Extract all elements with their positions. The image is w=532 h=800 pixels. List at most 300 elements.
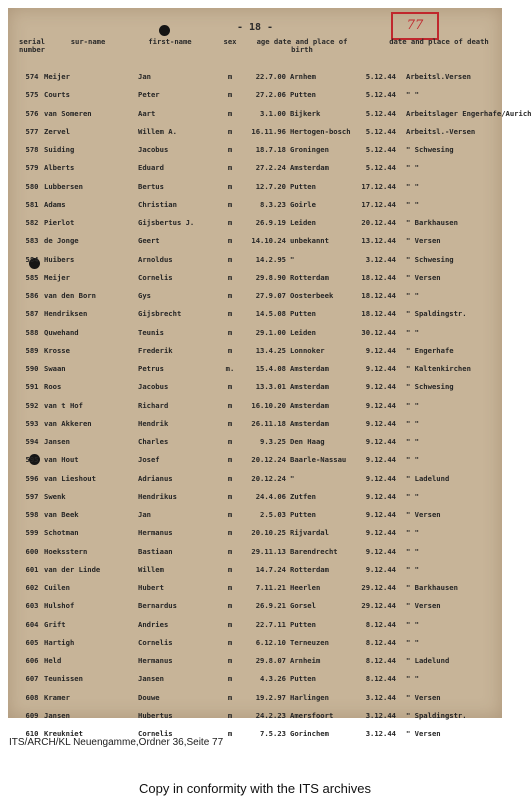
row-sex: m [227,108,233,118]
table-row [8,399,502,417]
row-death-place: " Versen [406,236,441,246]
row-first-name: Eduard [138,163,164,173]
row-birth-place: Putten [290,510,316,519]
row-serial-number: 599 [25,528,39,538]
row-death-place: " Schwesing [406,382,454,392]
row-birth-place: Hertogen-bosch [290,126,351,136]
row-death-date: 17.12.44 [361,181,396,191]
row-first-name: Frederik [138,345,173,355]
row-birth-date: 4.3.26 [260,674,286,684]
row-first-name: Bernardus [138,601,177,611]
row-birth-place: Amsterdam [290,418,329,428]
row-death-date: 9.12.44 [365,382,396,392]
row-surname: Schotman [44,528,79,538]
header-sex: sex [223,37,237,46]
record-table [8,70,532,745]
row-birth-date: 16.10.20 [251,400,286,410]
row-death-place: " " [406,327,419,337]
row-sex: m [227,218,233,227]
row-sex: m [227,583,233,592]
table-row [8,709,502,727]
row-death-date: 3.12.44 [365,710,396,720]
row-death-place: " " [406,455,419,465]
row-serial-number: 597 [25,491,39,501]
table-row [8,599,502,617]
row-birth-place: Putten [290,309,316,319]
row-first-name: Aart [138,108,156,118]
row-death-place: " Kaltenkirchen [406,364,471,373]
row-birth-date: 29.8.90 [255,272,286,282]
table-row [8,198,502,216]
row-birth-date: 26.9.21 [255,601,286,611]
row-first-name: Christian [138,199,177,209]
row-sex: m [227,272,233,282]
row-birth-date: 27.2.06 [255,90,286,100]
row-birth-place: Amsterdam [290,163,329,173]
table-row [8,107,532,125]
row-birth-place: Arnheim [290,656,321,665]
row-birth-date: 19.2.97 [255,692,286,702]
row-surname: Hoeksstern [44,546,88,556]
row-death-date: 9.12.44 [365,455,396,465]
table-row [8,618,502,636]
row-birth-place: Amersfoort [290,710,334,720]
row-sex: m [227,692,233,702]
row-first-name: Arnoldus [138,254,173,264]
row-serial-number: 600 [25,546,39,556]
row-surname: van der Linde [44,564,101,574]
header-birth: age date and place of birth [256,37,348,54]
row-death-date: 3.12.44 [365,692,396,702]
row-death-place: " Ladelund [406,473,450,483]
row-first-name: Andries [138,619,169,629]
row-birth-date: 13.3.01 [255,382,286,392]
row-serial-number: 584 [25,254,39,264]
row-surname: Meijer [44,272,70,282]
row-sex: m [227,455,233,465]
row-birth-date: 26.9.19 [255,218,286,227]
row-death-place: " Spaldingstr. [406,710,467,720]
row-death-place: " Ladelund [406,656,450,665]
header-firstname: first-name [148,37,192,46]
row-birth-date: 16.11.96 [251,126,286,136]
row-serial-number: 583 [25,236,39,246]
row-first-name: Cornelis [138,272,173,282]
row-serial-number: 589 [25,345,39,355]
row-serial-number: 577 [25,126,39,136]
row-birth-place: " [290,254,295,264]
row-birth-place: Amsterdam [290,400,329,410]
row-birth-place: Putten [290,181,316,191]
table-row [8,344,502,362]
row-surname: Grift [44,619,66,629]
row-death-date: 9.12.44 [365,491,396,501]
header-serial: serial number [19,37,45,54]
row-death-place: " Versen [406,601,441,611]
table-row [8,326,502,344]
table-row [8,234,502,252]
row-birth-place: Goirle [290,199,316,209]
table-row [8,636,502,654]
row-serial-number: 609 [25,710,39,720]
row-death-date: 29.12.44 [361,583,396,592]
row-birth-place: Harlingen [290,692,329,702]
row-death-date: 8.12.44 [365,674,396,684]
table-row [8,289,502,307]
row-first-name: Hermanus [138,656,173,665]
row-death-place: " " [406,418,419,428]
row-birth-date: 13.4.25 [255,345,286,355]
row-surname: van Someren [44,108,92,118]
row-death-date: 9.12.44 [365,564,396,574]
row-death-place: " " [406,546,419,556]
row-surname: de Jonge [44,236,79,246]
row-serial-number: 598 [25,510,39,519]
row-birth-date: 15.4.08 [255,364,286,373]
row-surname: Hartigh [44,637,75,647]
row-serial-number: 586 [25,291,39,300]
row-birth-date: 7.5.23 [260,729,286,738]
row-birth-date: 27.2.24 [255,163,286,173]
row-death-place: Arbeitsl.-Versen [406,126,476,136]
row-birth-place: Den Haag [290,437,325,446]
row-first-name: Hendrik [138,418,169,428]
row-birth-date: 9.3.25 [260,437,286,446]
row-first-name: Josef [138,455,160,465]
row-death-date: 29.12.44 [361,601,396,611]
row-birth-place: Bijkerk [290,108,321,118]
row-serial-number: 574 [25,72,39,81]
row-death-date: 5.12.44 [365,145,396,154]
table-row [8,271,502,289]
row-death-place: " Spaldingstr. [406,309,467,319]
row-sex: m [227,181,233,191]
table-row [8,362,502,380]
row-first-name: Bastiaan [138,546,173,556]
table-row [8,472,502,490]
row-sex: m [227,656,233,665]
row-birth-date: 29.11.13 [251,546,286,556]
row-surname: van Hout [44,455,79,465]
row-sex: m [227,309,233,319]
row-birth-place: Baarle-Nassau [290,455,347,465]
row-serial-number: 601 [25,564,39,574]
row-birth-date: 26.11.18 [251,418,286,428]
row-birth-date: 29.1.00 [255,327,286,337]
row-death-place: " Schwesing [406,145,454,154]
row-sex: m [227,528,233,538]
table-row [8,307,502,325]
row-sex: m [227,710,233,720]
row-serial-number: 602 [25,583,39,592]
row-death-place: " " [406,619,419,629]
row-first-name: Jan [138,72,151,81]
row-sex: m [227,72,233,81]
row-surname: van Akkeren [44,418,92,428]
row-birth-date: 24.2.23 [255,710,286,720]
row-surname: Held [44,656,62,665]
row-sex: m [227,564,233,574]
row-surname: Alberts [44,163,75,173]
row-birth-date: 27.9.07 [255,291,286,300]
row-serial-number: 606 [25,656,39,665]
table-row [8,490,502,508]
row-birth-place: Heerlen [290,583,321,592]
row-sex: m [227,145,233,154]
row-first-name: Jansen [138,674,164,684]
row-birth-date: 29.8.07 [255,656,286,665]
table-row [8,508,502,526]
row-first-name: Gijsbertus J. [138,218,195,227]
row-surname: Zervel [44,126,70,136]
row-surname: Hendriksen [44,309,88,319]
row-birth-place: Gorinchem [290,729,329,738]
row-sex: m [227,491,233,501]
row-serial-number: 591 [25,382,39,392]
archive-reference: ITS/ARCH/KL Neuengamme,Ordner 36,Seite 77 [9,737,224,748]
row-first-name: Gijsbrecht [138,309,182,319]
row-birth-date: 22.7.11 [255,619,286,629]
row-first-name: Petrus [138,364,164,373]
row-birth-place: " [290,473,295,483]
row-birth-place: Zutfen [290,491,316,501]
row-surname: Swenk [44,491,66,501]
row-sex: m [227,473,233,483]
row-death-place: " Barkhausen [406,583,458,592]
row-death-place: " Barkhausen [406,218,458,227]
row-surname: van Lieshout [44,473,96,483]
row-death-place: Arbeitslager Engerhafe/Aurich [406,108,532,118]
row-death-place: " " [406,400,419,410]
table-row [8,435,502,453]
row-serial-number: 585 [25,272,39,282]
row-death-date: 8.12.44 [365,619,396,629]
row-first-name: Hubertus [138,710,173,720]
row-death-date: 9.12.44 [365,364,396,373]
row-sex: m [227,418,233,428]
table-row [8,125,502,143]
row-surname: Cuilen [44,583,70,592]
row-first-name: Bertus [138,181,164,191]
archive-stamp: 77 [391,12,439,40]
row-birth-date: 20.12.24 [251,473,286,483]
row-death-date: 9.12.44 [365,345,396,355]
row-serial-number: 580 [25,181,39,191]
row-sex: m [227,637,233,647]
row-serial-number: 608 [25,692,39,702]
row-serial-number: 590 [25,364,39,373]
row-serial-number: 604 [25,619,39,629]
row-first-name: Cornelis [138,637,173,647]
row-surname: van Beek [44,510,79,519]
row-sex: m [227,199,233,209]
row-first-name: Jan [138,510,151,519]
row-birth-place: Arnhem [290,72,316,81]
row-sex: m. [225,364,235,373]
table-row [8,70,502,88]
row-death-date: 20.12.44 [361,218,396,227]
table-row [8,672,502,690]
table-row [8,88,502,106]
row-death-date: 9.12.44 [365,510,396,519]
row-death-date: 5.12.44 [365,163,396,173]
row-death-date: 18.12.44 [361,291,396,300]
row-death-date: 5.12.44 [365,90,396,100]
row-death-date: 9.12.44 [365,546,396,556]
row-death-place: " " [406,199,419,209]
row-birth-date: 20.10.25 [251,528,286,538]
row-birth-place: Putten [290,619,316,629]
table-row [8,545,502,563]
row-birth-date: 24.4.06 [255,491,286,501]
row-serial-number: 607 [25,674,39,684]
row-serial-number: 579 [25,163,39,173]
row-death-place: " Engerhafe [406,345,454,355]
row-serial-number: 592 [25,400,39,410]
row-death-date: 9.12.44 [365,400,396,410]
row-death-place: " Schwesing [406,254,454,264]
row-first-name: Gys [138,291,151,300]
row-birth-place: Rotterdam [290,272,329,282]
row-birth-date: 14.2.95 [255,254,286,264]
table-row [8,216,502,234]
row-surname: Kreukniet [44,729,83,738]
row-first-name: Geert [138,236,160,246]
row-sex: m [227,126,233,136]
table-row [8,253,502,271]
row-serial-number: 587 [25,309,39,319]
row-sex: m [227,601,233,611]
table-row [8,161,502,179]
row-first-name: Richard [138,400,169,410]
row-birth-date: 6.12.10 [255,637,286,647]
row-serial-number: 595 [25,455,39,465]
row-death-date: 13.12.44 [361,236,396,246]
row-first-name: Willem A. [138,126,177,136]
row-first-name: Douwe [138,692,160,702]
table-row [8,563,502,581]
row-death-place: " " [406,674,419,684]
row-surname: Quwehand [44,327,79,337]
row-birth-date: 18.7.18 [255,145,286,154]
row-first-name: Charles [138,437,169,446]
row-death-date: 18.12.44 [361,309,396,319]
row-surname: Courts [44,90,70,100]
row-first-name: Hendrikus [138,491,177,501]
row-serial-number: 582 [25,218,39,227]
row-sex: m [227,382,233,392]
table-row [8,143,502,161]
row-death-place: " " [406,291,419,300]
row-death-place: " " [406,163,419,173]
row-death-place: Arbeitsl.Versen [406,72,471,81]
row-birth-place: Barendrecht [290,546,338,556]
row-first-name: Teunis [138,327,164,337]
row-birth-date: 3.1.00 [260,108,286,118]
row-sex: m [227,163,233,173]
header-death: date and place of death [389,37,489,46]
row-death-date: 9.12.44 [365,437,396,446]
row-serial-number: 578 [25,145,39,154]
row-death-place: " Versen [406,729,441,738]
row-surname: Suiding [44,145,75,154]
row-serial-number: 605 [25,637,39,647]
row-birth-place: Leiden [290,327,316,337]
row-birth-date: 14.7.24 [255,564,286,574]
row-birth-place: Gorsel [290,601,316,611]
row-surname: Lubbersen [44,181,83,191]
row-serial-number: 581 [25,199,39,209]
row-surname: Pierlot [44,218,75,227]
row-birth-place: Terneuzen [290,637,329,647]
row-death-place: " " [406,528,419,538]
row-surname: Roos [44,382,62,392]
row-birth-place: Oosterbeek [290,291,334,300]
row-first-name: Jacobus [138,382,169,392]
row-first-name: Willem [138,564,164,574]
row-serial-number: 594 [25,437,39,446]
row-surname: Teunissen [44,674,83,684]
row-birth-place: Putten [290,90,316,100]
table-row [8,691,502,709]
row-death-place: " " [406,491,419,501]
row-sex: m [227,254,233,264]
row-birth-place: unbekannt [290,236,329,246]
row-serial-number: 603 [25,601,39,611]
row-first-name: Peter [138,90,160,100]
row-serial-number: 596 [25,473,39,483]
row-birth-date: 14.5.08 [255,309,286,319]
row-death-place: " Versen [406,510,441,519]
row-birth-date: 2.5.03 [260,510,286,519]
row-sex: m [227,345,233,355]
row-death-place: " " [406,564,419,574]
row-sex: m [227,327,233,337]
table-row [8,581,502,599]
row-death-place: " " [406,90,419,100]
row-surname: Jansen [44,710,70,720]
row-first-name: Cornelis [138,729,173,738]
row-death-date: 3.12.44 [365,729,396,738]
row-first-name: Hermanus [138,528,173,538]
row-surname: van den Born [44,291,96,300]
table-row [8,654,502,672]
row-birth-place: Putten [290,674,316,684]
row-first-name: Adrianus [138,473,173,483]
row-sex: m [227,510,233,519]
row-death-place: " Versen [406,272,441,282]
row-death-place: " " [406,181,419,191]
row-serial-number: 588 [25,327,39,337]
row-first-name: Hubert [138,583,164,592]
page-number: - 18 - [236,22,274,33]
row-death-date: 9.12.44 [365,528,396,538]
row-surname: Kramer [44,692,70,702]
row-sex: m [227,236,233,246]
row-birth-place: Amsterdam [290,364,329,373]
row-death-date: 8.12.44 [365,637,396,647]
table-row [8,180,502,198]
row-serial-number: 593 [25,418,39,428]
row-death-date: 5.12.44 [365,72,396,81]
header-surname: sur-name [70,37,106,46]
row-sex: m [227,546,233,556]
row-death-date: 30.12.44 [361,327,396,337]
row-sex: m [227,291,233,300]
row-birth-place: Rotterdam [290,564,329,574]
row-birth-date: 7.11.21 [255,583,286,592]
row-death-place: " Versen [406,692,441,702]
